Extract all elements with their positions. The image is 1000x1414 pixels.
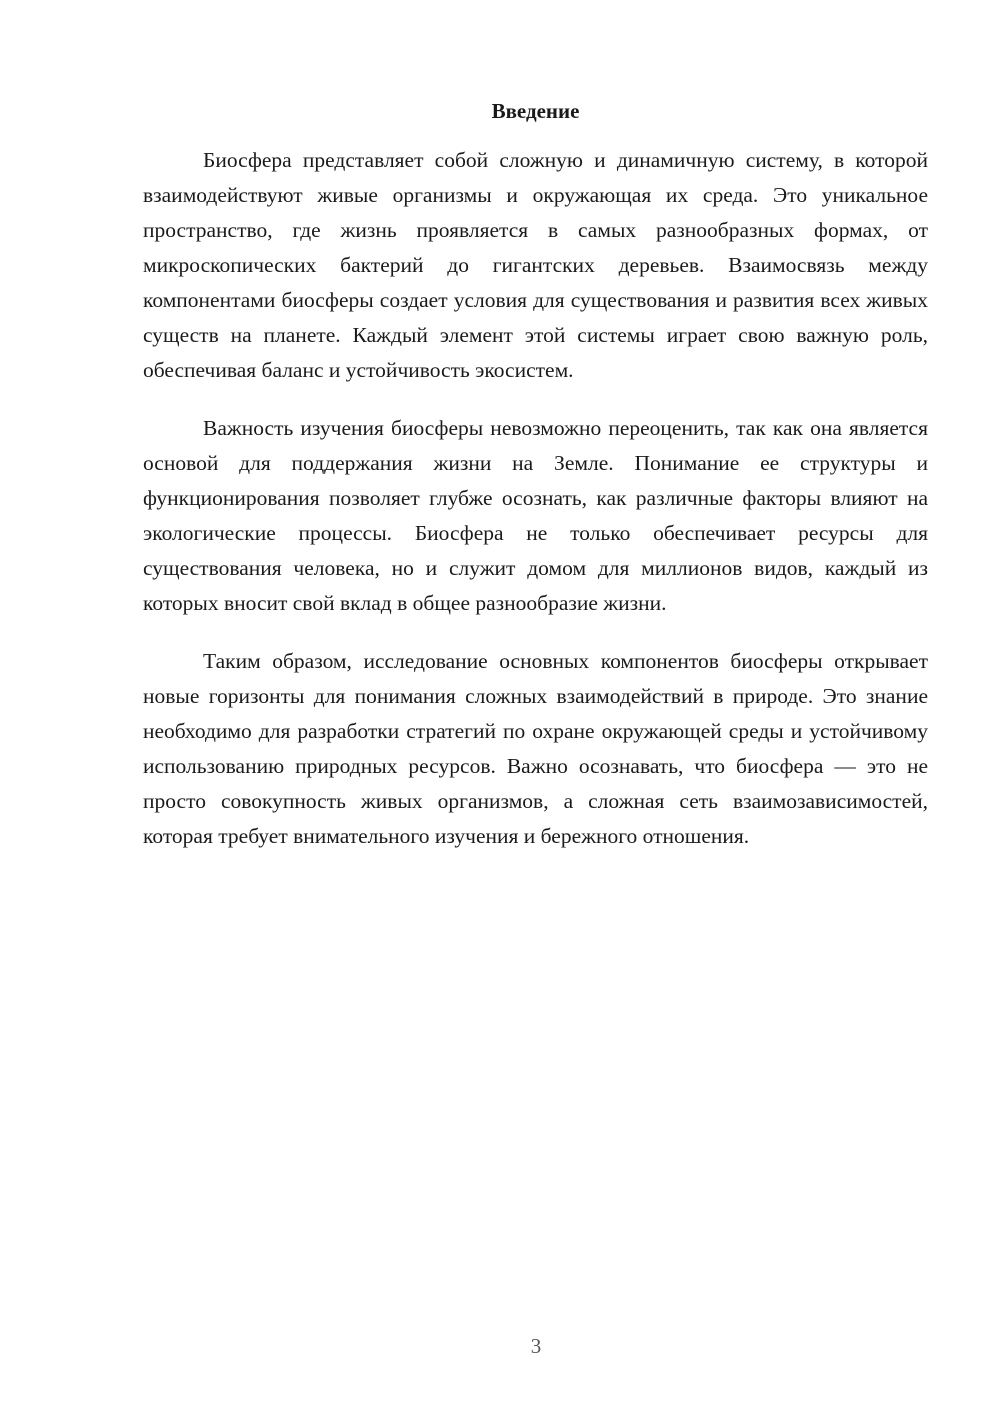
paragraph-3: Таким образом, исследование основных компонентов биосферы открывает новые горизонты для понимания сложных взаимодействий в природе. Это знание необходимо для разработки стратегий по охране окружающей среды и устойчивому использованию природных ресурсов. Важно осознавать, что биосфера — это не просто совокупность живых организмов, а сложная сеть взаимозависимостей, которая требует внимательного изучения и бережного отношения. [143,649,928,848]
body-text [143,143,928,877]
page-number: 3 [530,1334,542,1358]
paragraph-2: Важность изучения биосферы невозможно переоценить, так как она является основой для поддержания жизни на Земле. Понимание ее структуры и функционирования позволяет глубже осознать, как различные факторы влияют на экологические процессы. Биосфера не только обеспечивает ресурсы для существования человека, но и служит домом для миллионов видов, каждый из которых вносит свой вклад в общее разнообразие жизни. [143,416,928,615]
section-heading: Введение [491,99,580,123]
paragraph-1: Биосфера представляет собой сложную и динамичную систему, в которой взаимодействуют живые организмы и окружающая их среда. Это уникальное пространство, где жизнь проявляется в самых разнообразных формах, от микроскопических бактерий до гигантских деревьев. Взаимосвязь между компонентами биосферы создает условия для существования и развития всех живых существ на планете. Каждый элемент этой системы играет свою важную роль, обеспечивая баланс и устойчивость экосистем. [143,148,928,382]
